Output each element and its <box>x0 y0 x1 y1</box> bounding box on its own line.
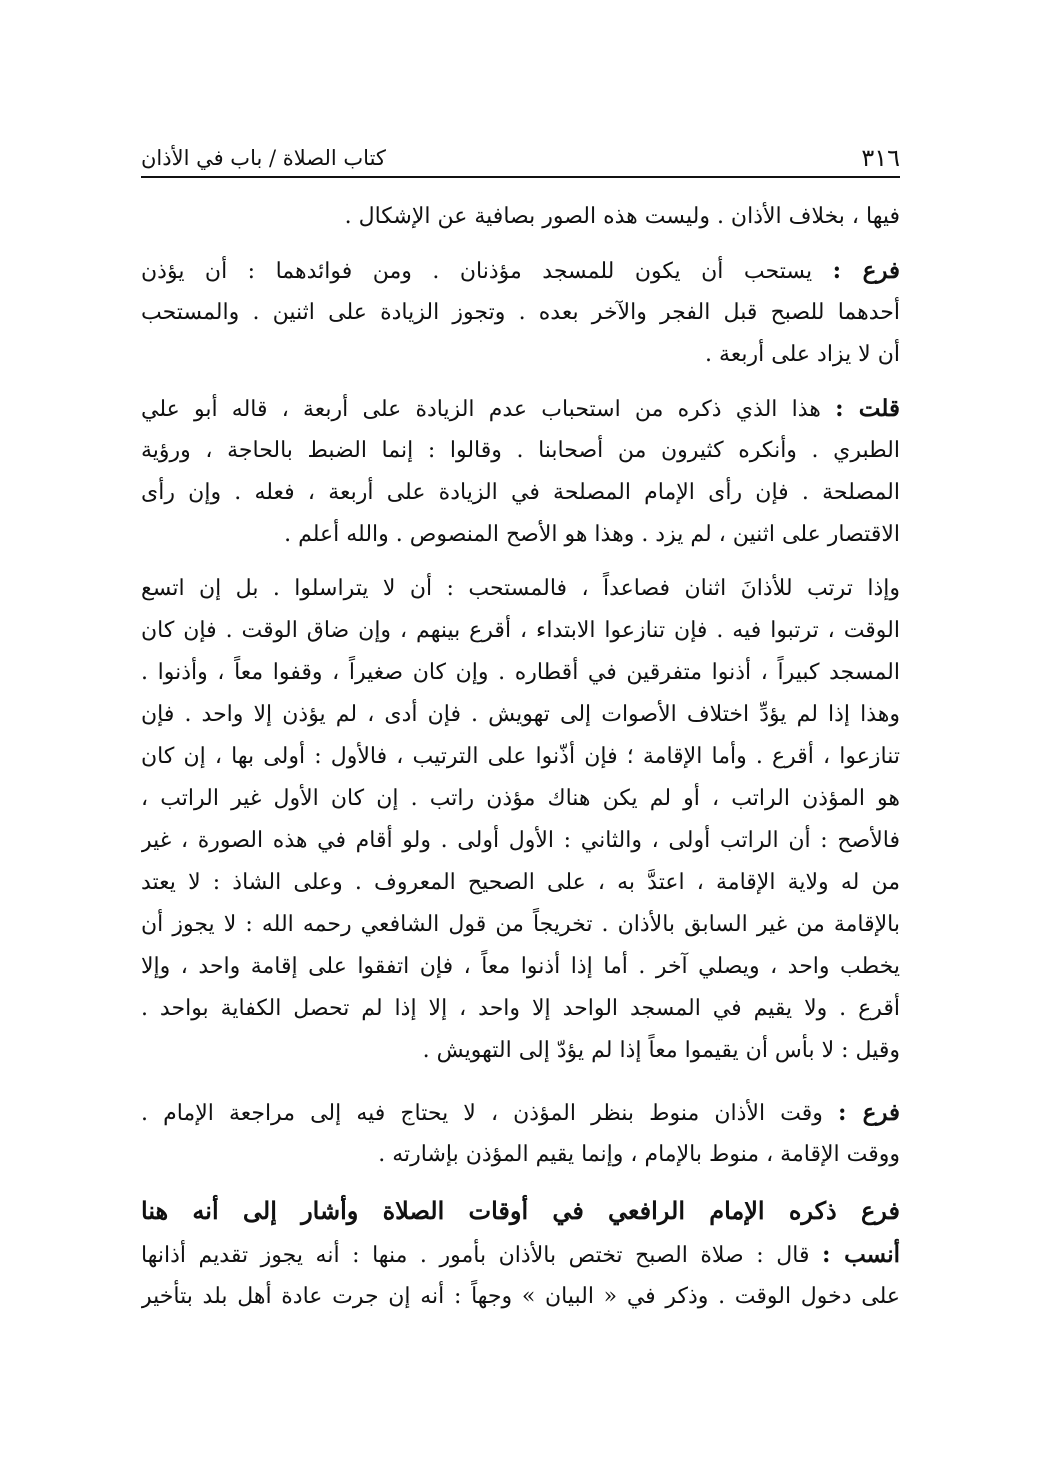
heading-continuation: أنسب : <box>822 1241 900 1268</box>
paragraph-lead: قلت : <box>835 395 900 422</box>
text-line: وهذا إذا لم يؤدِّ اختلاف الأصوات إلى تهويش . فإن أدى ، لم يؤذن إلا واحد . فإن <box>141 702 900 727</box>
paragraph-lead: فرع : <box>832 257 900 284</box>
page-header <box>141 140 900 176</box>
text-line: على دخول الوقت . وذكر في « البيان » وجهاً : أنه إن جرت عادة أهل بلد بتأخير <box>141 1284 900 1309</box>
text-line: يخطب واحد ، ويصلي آخر . أما إذا أذنوا معاً ، فإن اتفقوا على إقامة واحد ، وإلا <box>141 954 900 979</box>
text-line: أحدهما للصبح قبل الفجر والآخر بعده . وتجوز الزيادة على اثنين . والمستحب <box>141 300 900 325</box>
paragraph-gap <box>141 556 900 568</box>
paragraph-gap <box>141 1072 900 1092</box>
text-line: فيها ، بخلاف الأذان . وليست هذه الصور بصافية عن الإشكال . <box>344 204 900 229</box>
text-line <box>141 388 900 430</box>
text-line: ووقت الإقامة ، منوط بالإمام ، وإنما يقيم المؤذن بإشارته . <box>378 1142 900 1167</box>
text-line: المصلحة . فإن رأى الإمام المصلحة في الزيادة على أربعة ، فعله . وإن رأى <box>141 480 900 505</box>
text-line <box>141 250 900 292</box>
paragraph-3 <box>141 388 900 556</box>
text-line: أن لا يزاد على أربعة . <box>705 342 900 367</box>
text-line: الطبري . وأنكره كثيرون من أصحابنا . وقالوا : إنما الضبط بالحاجة ، ورؤية <box>141 438 900 463</box>
text-line: الاقتصار على اثنين ، لم يزد . وهذا هو الأصح المنصوص . والله أعلم . <box>284 522 900 547</box>
text-line: وإذا ترتب للأذانَ اثنان فصاعداً ، فالمستحب : أن لا يتراسلوا . بل إن اتسع <box>141 576 900 601</box>
running-title: كتاب الصلاة / باب في الأذان <box>141 146 386 170</box>
text-line: فالأصح : أن الراتب أولى ، والثاني : الأول أولى . ولو أقام في هذه الصورة ، غير <box>141 828 900 853</box>
paragraph-5 <box>141 1092 900 1176</box>
text-line: وقيل : لا بأس أن يقيموا معاً إذا لم يؤدّ إلى التهويش . <box>422 1038 900 1063</box>
text-line <box>141 1092 900 1134</box>
text-line: أقرع . ولا يقيم في المسجد الواحد إلا واحد ، إلا إذا لم تحصل الكفاية بواحد . <box>141 996 900 1021</box>
paragraph-2 <box>141 250 900 376</box>
line-text: هذا الذي ذكره من استحباب عدم الزيادة على أربعة ، قاله أبو علي <box>141 397 821 422</box>
section-heading: فرع ذكره الإمام الرافعي في أوقات الصلاة وأشار إلى أنه هنا <box>141 1196 900 1225</box>
section-block <box>141 1188 900 1318</box>
line-text: وقت الأذان منوط بنظر المؤذن ، لا يحتاج فيه إلى مراجعة الإمام . <box>141 1101 823 1126</box>
paragraph-gap <box>141 238 900 250</box>
text-line: هو المؤذن الراتب ، أو لم يكن هناك مؤذن راتب . إن كان الأول غير الراتب ، <box>141 786 900 811</box>
paragraph-gap <box>141 1176 900 1188</box>
text-line: المسجد كبيراً ، أذنوا متفرقين في أقطاره . وإن كان صغيراً ، وقفوا معاً ، وأذنوا . <box>141 660 900 685</box>
page-body <box>141 196 900 1318</box>
text-line: تنازعوا ، أقرع . وأما الإقامة ؛ فإن أذّنوا على الترتيب ، فالأول : أولى بها ، إن كان <box>141 744 900 769</box>
paragraph-4 <box>141 568 900 1072</box>
paragraph-gap <box>141 376 900 388</box>
paragraph-1 <box>141 196 900 238</box>
header-rule <box>141 176 900 178</box>
text-line: من له ولاية الإقامة ، اعتدَّ به ، على الصحيح المعروف . وعلى الشاذ : لا يعتد <box>141 870 900 895</box>
text-line: الوقت ، ترتبوا فيه . فإن تنازعوا الابتداء ، أقرع بينهم ، وإن ضاق الوقت . فإن كان <box>141 618 900 643</box>
line-text: يستحب أن يكون للمسجد مؤذنان . ومن فوائدهما : أن يؤذن <box>141 259 813 284</box>
page-number: ٣١٦ <box>861 144 900 172</box>
text-line <box>141 1234 900 1276</box>
paragraph-lead: فرع : <box>838 1099 900 1126</box>
text-line: بالإقامة من غير السابق بالأذان . تخريجاً من قول الشافعي رحمه الله : لا يجوز أن <box>141 912 900 937</box>
line-text: قال : صلاة الصبح تختص بالأذان بأمور . منها : أنه يجوز تقديم أذانها <box>141 1243 810 1268</box>
